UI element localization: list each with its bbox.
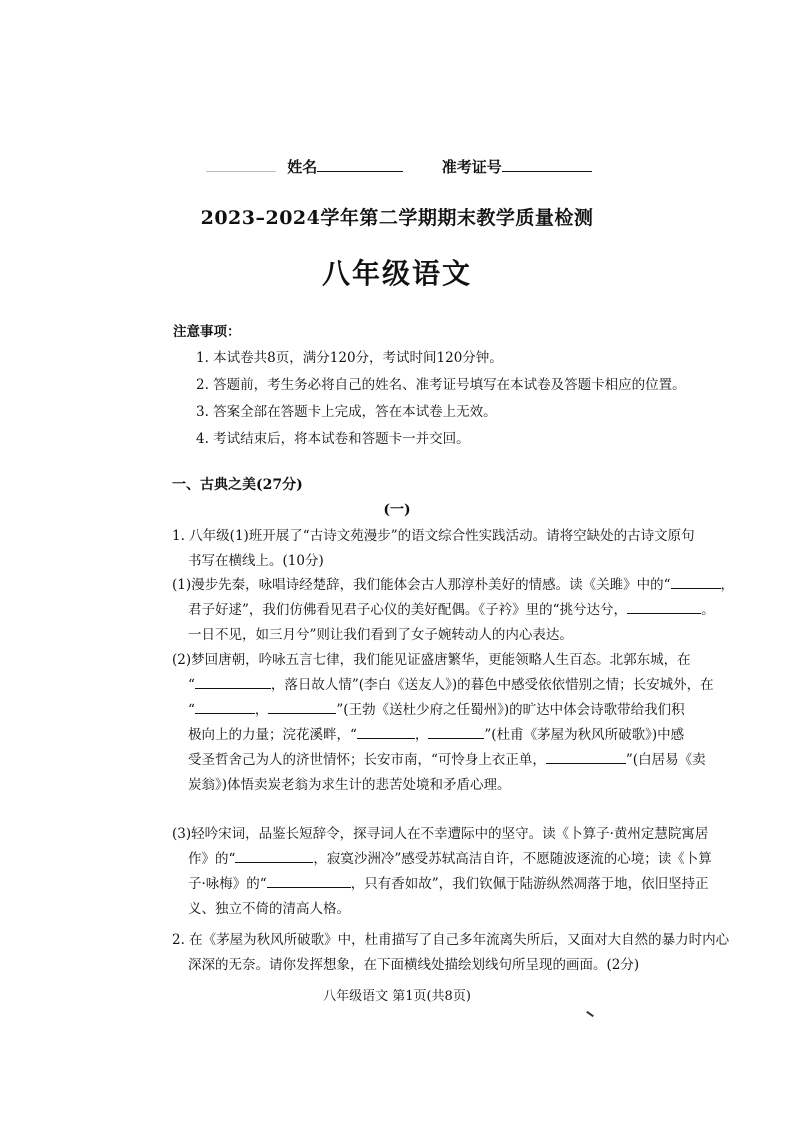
text: ， xyxy=(720,577,735,593)
answer-blank[interactable] xyxy=(357,725,415,740)
text: ”(杜甫《茅屋为秋风所破歌》)中感 xyxy=(484,727,685,743)
text: (1)漫步先秦，咏唱诗经楚辞，我们能体会古人那淳朴美好的情感。读《关雎》中的“ xyxy=(172,577,671,593)
answer-blank[interactable] xyxy=(627,600,701,615)
answer-blank[interactable] xyxy=(195,675,271,690)
q2-stem-line2: 深深的无奈。请你发挥想象，在下面横线处描绘划线句所呈现的画面。(2分) xyxy=(188,957,640,973)
q1-sub2-line6: 炭翁》)体悟卖炭老翁为求生计的悲苦处境和矛盾心理。 xyxy=(188,777,511,793)
text: 。 xyxy=(701,602,715,618)
q1-sub2-line3 xyxy=(188,698,685,723)
text: 极向上的力量；浣花溪畔，“ xyxy=(188,727,357,743)
text: ，寂寞沙洲冷”感受苏轼高洁自许，不愿随波逐流的心境；读《卜算 xyxy=(313,851,712,867)
section-title: 一、古典之美(27分) xyxy=(172,477,303,493)
answer-blank[interactable] xyxy=(195,700,255,715)
q1-sub1-line2 xyxy=(188,598,715,623)
text: ，落日故人情”(李白《送友人》)的暮色中感受依依惜别之情；长安城外，在 xyxy=(270,677,714,693)
q1-sub3-line3 xyxy=(188,872,709,897)
q1-sub2-line1: (2)梦回唐朝，吟咏五言七律，我们能见证盛唐繁华，更能领略人生百态。北郭东城，在 xyxy=(172,652,691,668)
name-field[interactable] xyxy=(317,156,403,172)
answer-blank[interactable] xyxy=(671,575,721,590)
text: ”(王勃《送杜少府之任蜀州》)的旷达中体会诗歌带给我们积 xyxy=(336,702,685,718)
answer-blank[interactable] xyxy=(428,725,484,740)
exam-id-label: 准考证号 xyxy=(441,158,502,176)
exam-subtitle: 八年级语文 xyxy=(321,257,472,290)
notice-item: 4. 考试结束后，将本试卷和答题卡一并交回。 xyxy=(196,431,470,447)
answer-blank[interactable] xyxy=(546,750,626,765)
q1-sub2-line2 xyxy=(188,673,714,698)
notice-item: 2. 答题前，考生务必将自己的姓名、准考证号填写在本试卷及答题卡相应的位置。 xyxy=(196,377,686,393)
text: ， xyxy=(254,702,269,718)
q2-stem-line1: 2. 在《茅屋为秋风所破歌》中，杜甫描写了自己多年流离失所后，又面对大自然的暴力时内心 xyxy=(172,932,730,948)
q1-sub2-line4 xyxy=(188,723,684,748)
blank-line xyxy=(206,156,276,172)
q1-sub3-line4: 义、独立不倚的清高人格。 xyxy=(188,901,350,917)
exam-id-field[interactable] xyxy=(502,156,592,172)
text: 受圣哲舍己为人的济世情怀；长安市南，“可怜身上衣正单， xyxy=(188,752,546,768)
q1-sub3-line2 xyxy=(188,847,712,872)
page-footer: 八年级语文 第1页(共8页) xyxy=(323,989,471,1004)
text: 作》的“ xyxy=(188,851,236,867)
scan-mark xyxy=(586,1011,594,1017)
text: “ xyxy=(188,677,195,693)
notice-item: 3. 答案全部在答题卡上完成，答在本试卷上无效。 xyxy=(196,404,497,420)
q1-sub1-line1 xyxy=(172,573,734,598)
text: 君子好逑”，我们仿佛看见君子心仪的美好配偶。《子衿》里的“挑兮达兮， xyxy=(188,602,628,618)
q1-sub3-line1: (3)轻吟宋词，品鉴长短辞令，探寻词人在不幸遭际中的坚守。读《卜算子·黄州定慧院寓居 xyxy=(172,826,709,842)
q1-sub1-line3: 一日不见，如三月兮”则让我们看到了女子婉转动人的内心表达。 xyxy=(188,627,573,643)
q1-stem-line1: 1. 八年级(1)班开展了“古诗文苑漫步”的语文综合性实践活动。请将空缺处的古诗文原句 xyxy=(172,528,695,544)
text: 子·咏梅》的“ xyxy=(188,876,267,892)
q1-sub2-line5 xyxy=(188,748,706,773)
part-label: (一) xyxy=(383,502,411,518)
q1-stem-line2: 书写在横线上。(10分) xyxy=(188,553,324,569)
candidate-info-row xyxy=(206,156,592,177)
text: ，只有香如故”，我们钦佩于陆游纵然凋落于地，依旧坚持正 xyxy=(350,876,709,892)
notice-item: 1. 本试卷共8页，满分120分，考试时间120分钟。 xyxy=(196,350,503,366)
notice-heading: 注意事项： xyxy=(173,324,241,340)
name-label: 姓名 xyxy=(287,158,318,176)
answer-blank[interactable] xyxy=(267,874,351,889)
text: “ xyxy=(188,702,195,718)
text: ， xyxy=(414,727,429,743)
exam-title: 2023–2024学年第二学期期末教学质量检测 xyxy=(200,207,594,229)
text: ”(白居易《卖 xyxy=(625,752,706,768)
answer-blank[interactable] xyxy=(268,700,336,715)
answer-blank[interactable] xyxy=(235,849,313,864)
